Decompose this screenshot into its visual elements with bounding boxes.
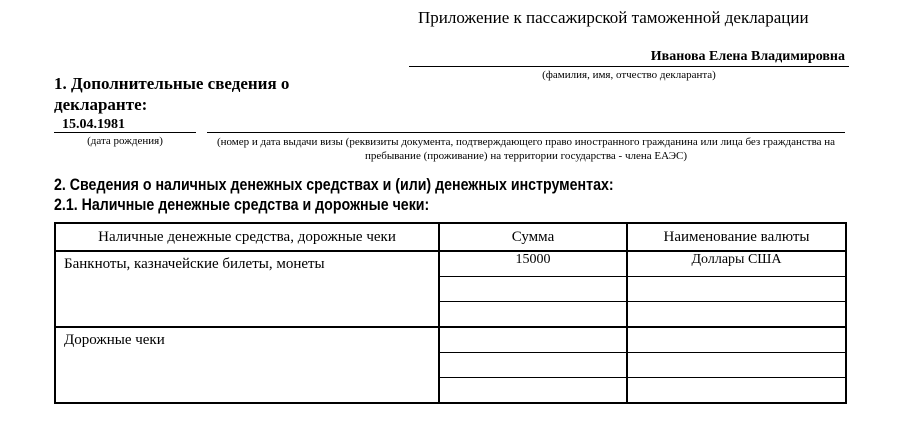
section2-1-heading: 2.1. Наличные денежные средства и дорожные чеки: (54, 196, 430, 214)
birth-date-underline (54, 132, 196, 133)
group-label-banknotes: Банкноты, казначейские билеты, монеты (55, 251, 439, 327)
amount-cell[interactable] (439, 277, 627, 302)
visa-caption: (номер и дата выдачи визы (реквизиты документа, подтверждающего право иностранного гражданина или лица без гражданства на пребывание (проживание) на территории государства - члена ЕАЭС) (216, 136, 836, 162)
birth-date-field[interactable]: 15.04.1981 (62, 117, 125, 132)
birth-date-caption: (дата рождения) (87, 135, 163, 147)
currency-cell[interactable] (627, 302, 846, 328)
section2-heading: 2. Сведения о наличных денежных средствах и (или) денежных инструментах: (54, 176, 614, 194)
amount-cell[interactable]: 15000 (439, 251, 627, 277)
visa-field[interactable] (207, 132, 845, 133)
group-label-travelers-checks: Дорожные чеки (55, 327, 439, 403)
table-row (55, 251, 846, 277)
table-header-row (55, 223, 846, 251)
column-header-type: Наличные денежные средства, дорожные чеки (55, 223, 439, 251)
currency-cell[interactable] (627, 353, 846, 378)
currency-cell[interactable] (627, 277, 846, 302)
amount-cell[interactable] (439, 378, 627, 404)
table-row (55, 327, 846, 353)
currency-cell[interactable] (627, 378, 846, 404)
amount-cell[interactable] (439, 302, 627, 328)
currency-cell[interactable]: Доллары США (627, 251, 846, 277)
declarant-name-underline (409, 66, 849, 67)
amount-cell[interactable] (439, 353, 627, 378)
declarant-name-caption: (фамилия, имя, отчество декларанта) (542, 69, 716, 81)
amount-cell[interactable] (439, 327, 627, 353)
currency-cell[interactable] (627, 327, 846, 353)
column-header-amount: Сумма (439, 223, 627, 251)
declarant-name-field[interactable]: Иванова Елена Владимировна (650, 49, 845, 64)
document-title: Приложение к пассажирской таможенной декларации (418, 8, 809, 27)
section1-heading: 1. Дополнительные сведения о декларанте: (54, 74, 290, 114)
cash-table (54, 222, 847, 404)
column-header-currency: Наименование валюты (627, 223, 846, 251)
